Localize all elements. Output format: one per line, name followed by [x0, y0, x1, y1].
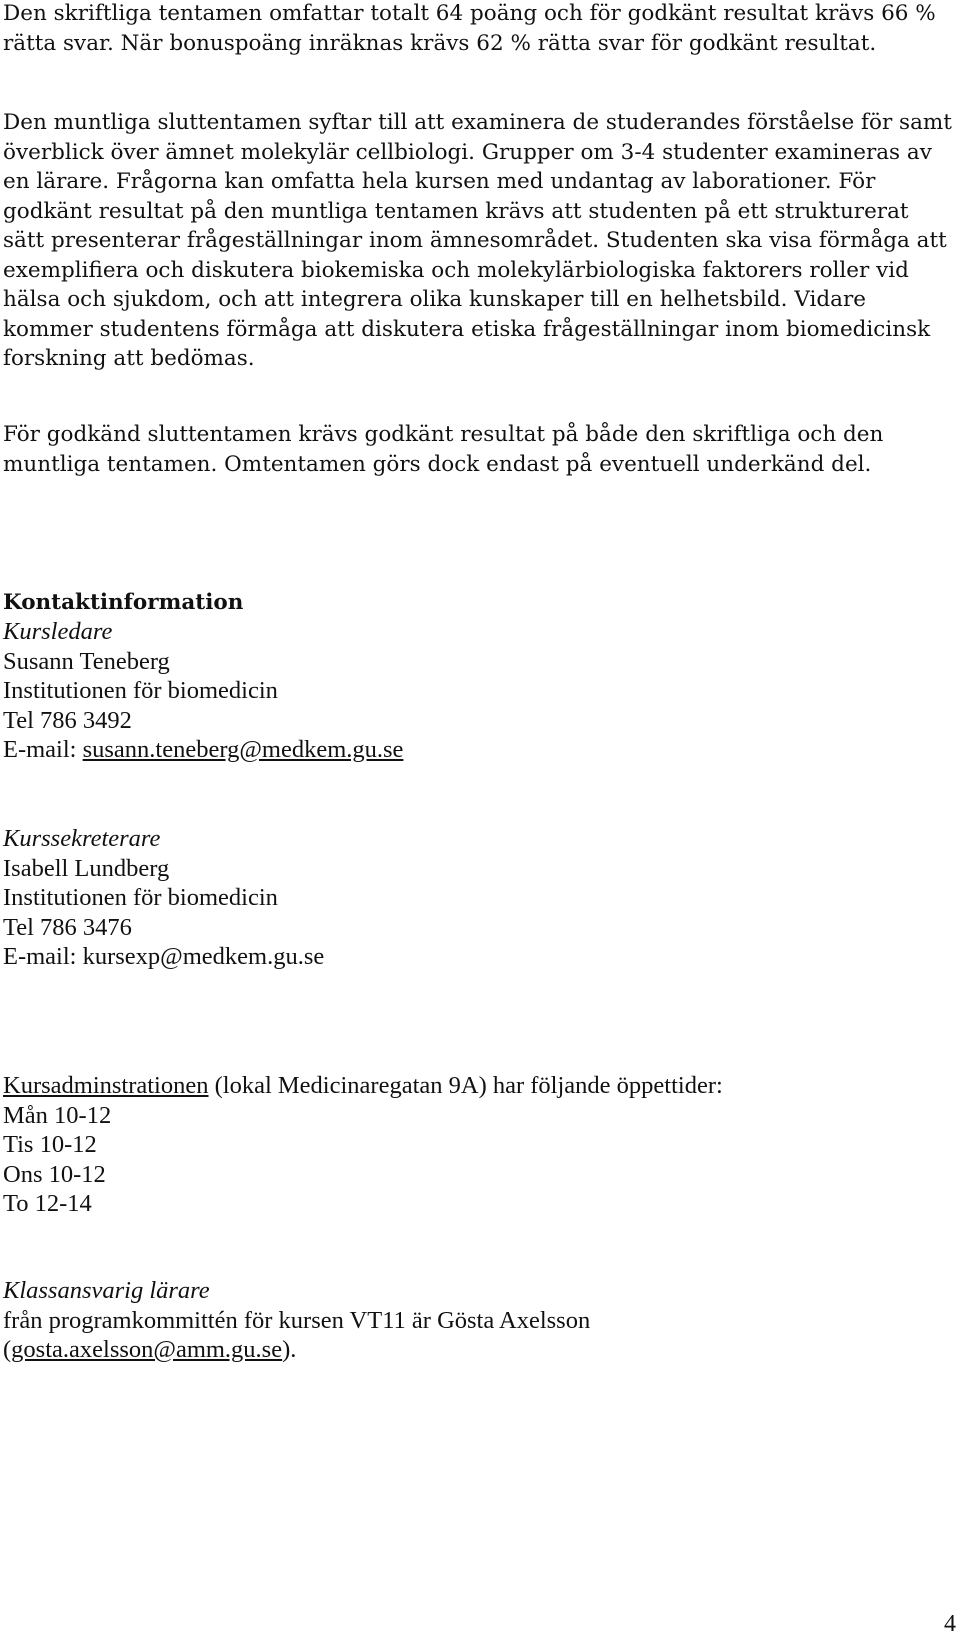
class-teacher-role: Klassansvarig lärare [3, 1277, 210, 1304]
class-teacher-email-link[interactable]: gosta.axelsson@amm.gu.se [11, 1336, 283, 1363]
course-leader-block [3, 617, 943, 765]
course-leader-dept: Institutionen för biomedicin [3, 677, 278, 704]
contact-heading: Kontaktinformation [3, 590, 244, 615]
course-leader-name: Susann Teneberg [3, 647, 170, 675]
admin-line-text: (lokal Medicinaregatan 9A) har följande öppettider: [208, 1072, 723, 1099]
hours-item: Mån 10-12 [3, 1101, 112, 1129]
hours-item: Tis 10-12 [3, 1131, 97, 1158]
course-leader-email-link[interactable]: susann.teneberg@medkem.gu.se [82, 736, 404, 763]
page-number: 4 [944, 1611, 956, 1637]
admin-line [3, 1071, 943, 1101]
email-label: E-mail: [3, 736, 83, 763]
paren-open: ( [3, 1336, 12, 1363]
secretary-dept: Institutionen för biomedicin [3, 884, 278, 911]
paren-close: ). [282, 1336, 297, 1363]
paragraph-written-exam: Den skriftliga tentamen omfattar totalt 64 poäng och för godkänt resultat krävs 66 % rätta svar. När bonuspoäng inräknas krävs 62 % rätta svar för godkänt resultat. [3, 1, 936, 56]
hours-item: Ons 10-12 [3, 1160, 106, 1188]
secretary-role: Kurssekreterare [3, 825, 161, 852]
paragraph-oral-exam: Den muntliga sluttentamen syftar till att examinera de studerandes förståelse för samt överblick över ämnet molekylär cellbiologi. Grupper om 3-4 studenter examineras av en lärare. Frågorna kan omfatta hela kursen med undantag av laborationer. För godkänt resultat på den muntliga tentamen krävs att studenten på ett strukturerat sätt presenterar frågeställningar inom ämnesområdet. Studenten ska visa förmåga att exemplifiera och diskutera biokemiska och molekylärbiologiska faktorers roller vid hälsa och sjukdom, och att integrera olika kunskaper till en helhetsbild. Vidare kommer studentens förmåga att diskutera etiska frågeställningar inom biomedicinsk forskning att bedömas. [3, 110, 952, 371]
class-teacher-line: från programkommittén för kursen VT11 är Gösta Axelsson [3, 1306, 591, 1334]
admin-block [3, 1071, 943, 1219]
secretary-phone: Tel 786 3476 [3, 913, 132, 941]
admin-link[interactable]: Kursadminstrationen [3, 1072, 209, 1099]
course-leader-email-line [3, 735, 943, 765]
secretary-email-line: E-mail: kursexp@medkem.gu.se [3, 943, 325, 970]
class-teacher-block [3, 1276, 943, 1365]
course-leader-phone: Tel 786 3492 [3, 706, 132, 734]
secretary-name: Isabell Lundberg [3, 854, 170, 882]
course-leader-role: Kursledare [3, 618, 113, 645]
secretary-block [3, 824, 943, 972]
hours-item: To 12-14 [3, 1190, 92, 1217]
paragraph-final-exam: För godkänd sluttentamen krävs godkänt resultat på både den skriftliga och den muntliga tentamen. Omtentamen görs dock endast på eventuell underkänd del. [3, 422, 884, 477]
class-teacher-email-line [3, 1335, 943, 1365]
